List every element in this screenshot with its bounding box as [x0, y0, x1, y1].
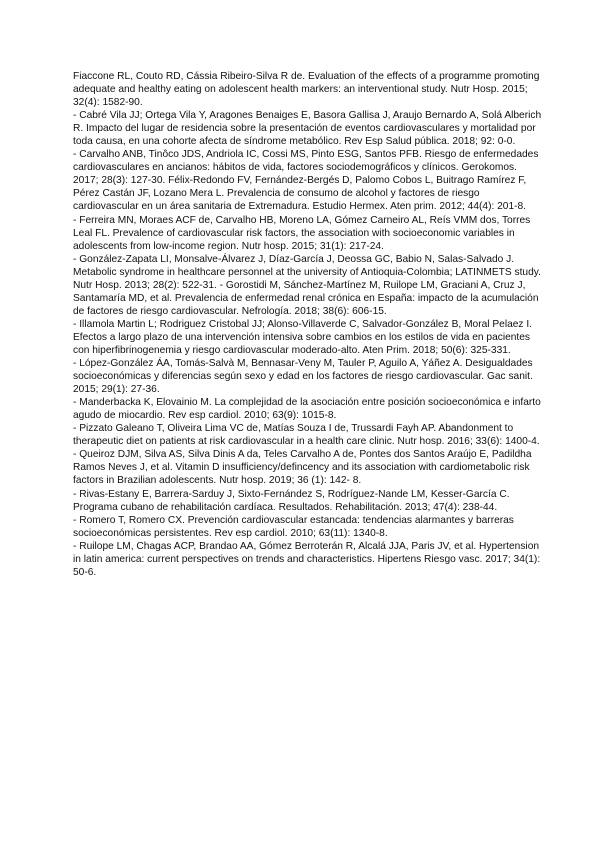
reference-list — [73, 70, 543, 579]
reference-item: - González-Zapata LI, Monsalve-Álvarez J, Díaz-García J, Deossa GC, Babio N, Salas-Salvado J. Metabolic syndrome in healthcare personnel at the university of Antioquia-Colombia; LATINMETS study. Nutr Hosp. 2013; 28(2): 522-31. - Gorostidi M, Sánchez-Martínez M, Ruilope LM, Graciani A, Cruz J, Santamaría MD, et al. Prevalencia de enfermedad renal crónica en España: impacto de la acumulación de factores de riesgo cardiovascular. Nefrología. 2018; 38(6): 606-15. — [73, 253, 541, 317]
reference-item: - Cabré Vila JJ; Ortega Vila Y, Aragones Benaiges E, Basora Gallisa J, Araujo Bernardo A, Solá Alberich R. Impacto del lugar de residencia sobre la presentación de eventos cardiovasculares y mortalidad por toda causa, en una cohorte afecta de síndrome metabólico. Rev Esp Salud pública. 2018; 92: 0-0. — [73, 110, 542, 148]
reference-item: - Rivas-Estany E, Barrera-Sarduy J, Sixto-Fernández S, Rodríguez-Nande LM, Kesser-García C. Programa cubano de rehabilitación cardíaca. Resultados. Rehabilitación. 2013; 47(4): 238-44. — [73, 488, 510, 513]
reference-item: - Manderbacka K, Elovainio M. La complejidad de la asociación entre posición socioeconómica e infarto agudo de miocardio. Rev esp cardiol. 2010; 63(9): 1015-8. — [73, 397, 541, 422]
reference-item: - Carvalho ANB, Tinôco JDS, Andriola IC, Cossi MS, Pinto ESG, Santos PFB. Riesgo de enfermedades cardiovasculares en ancianos: hábitos de vida, factores sociodemográficos y clínicos. Gerokomos. 2017; 28(3): 127-30. Félix-Redondo FV, Fernández-Bergés D, Palomo Cobos L, Buitrago Ramírez F, Pérez Castán JF, Lozano Mera L. Prevalencia de consumo de alcohol y factores de riesgo cardiovascular en un área sanitaria de Extremadura. Estudio Hermex. Aten prim. 2012; 44(4): 201-8. — [73, 149, 539, 213]
reference-item: Fiaccone RL, Couto RD, Cássia Ribeiro-Silva R de. Evaluation of the effects of a programme promoting adequate and healthy eating on adolescent health markers: an interventional study. Nutr Hosp. 2015; 32(4): 1582-90. — [73, 71, 540, 109]
reference-item: - Romero T, Romero CX. Prevención cardiovascular estancada: tendencias alarmantes y barreras socioeconómicas persistentes. Rev esp cardiol. 2010; 63(11): 1340-8. — [73, 514, 514, 539]
reference-item: - López-González ÁA, Tomás-Salvà M, Bennasar-Veny M, Tauler P, Aguilo A, Yáñez A. Desigualdades socioeconómicas y diferencias según sexo y edad en los factores de riesgo cardiovascular. Gac sanit. 2015; 29(1): 27-36. — [73, 358, 533, 396]
reference-item: - Illamola Martin L; Rodriguez Cristobal JJ; Alonso-Villaverde C, Salvador-González B, Moral Pelaez I. Efectos a largo plazo de una intervención intensiva sobre cambios en los estilos de vida en pacientes con hiperfibrinogenemia y riesgo cardiovascular moderado-alto. Aten Prim. 2018; 50(6): 325-331. — [73, 318, 533, 356]
reference-item: - Ferreira MN, Moraes ACF de, Carvalho HB, Moreno LA, Gómez Carneiro AL, Reís VMM dos, Torres Leal FL. Prevalence of cardiovascular risk factors, the association with socioeconomic variables in adolescents from low-income region. Nutr hosp. 2015; 31(1): 217-24. — [73, 214, 531, 252]
reference-item: - Ruilope LM, Chagas ACP, Brandao AA, Gómez Berroterán R, Alcalá JJA, Paris JV, et al. Hypertension in latin america: current perspectives on trends and characteristics. Hipertens Riesgo vasc. 2017; 34(1): 50-6. — [73, 540, 541, 578]
reference-item: - Pizzato Galeano T, Oliveira Lima VC de, Matías Souza I de, Trussardi Fayh AP. Abandonment to therapeutic diet on patients at risk cardiovascular in a health care clinic. Nutr hosp. 2016; 33(6): 1400-4. — [73, 423, 540, 448]
reference-item: - Queiroz DJM, Silva AS, Silva Dinis A da, Teles Carvalho A de, Pontes dos Santos Araújo E, Padildha Ramos Neves J, et al. Vitamin D insufficiency/defincency and its association with cardiometabolic risk factors in Brazilian adolescents. Nutr hosp. 2019; 36 (1): 142- 8. — [73, 449, 532, 487]
